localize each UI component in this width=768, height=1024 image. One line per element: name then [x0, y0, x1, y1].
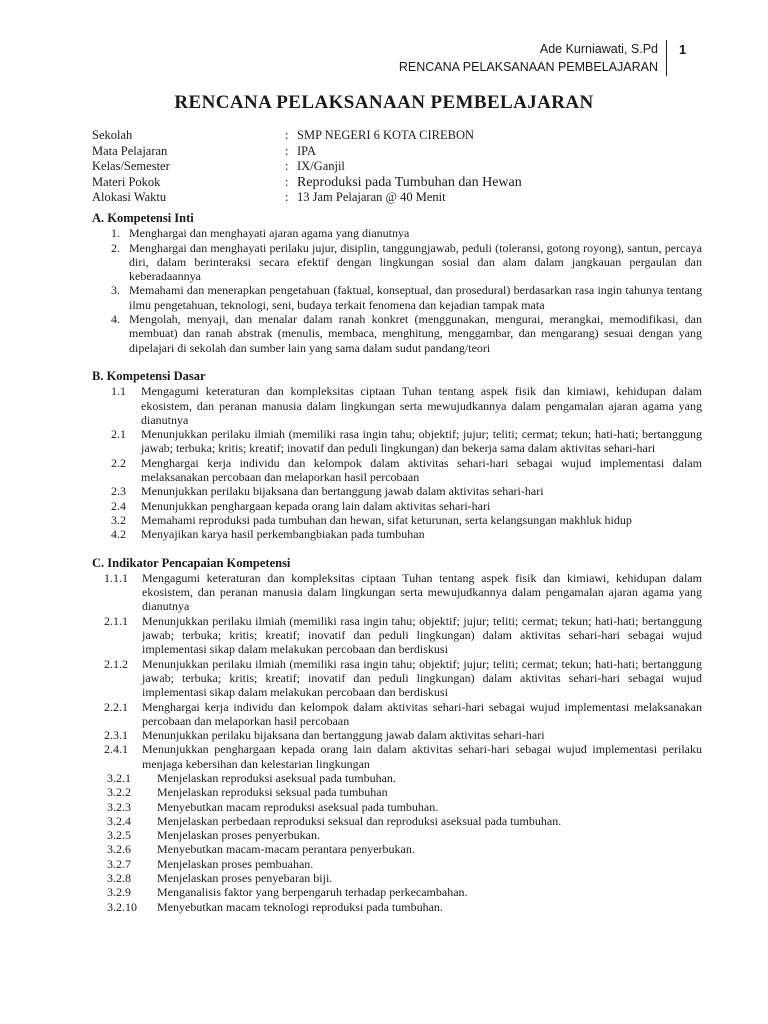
- item-number: 2.3.1: [104, 728, 128, 743]
- list-item: [92, 527, 702, 541]
- item-text: Menunjukkan penghargaan kepada orang lain dalam aktivitas sehari-hari sebagai wujud implementasi perilaku menjaga kebersihan dan kelestarian lingkungan: [142, 742, 702, 771]
- list-item: [92, 226, 702, 240]
- section-gap: [92, 355, 702, 369]
- info-colon: :: [285, 190, 289, 204]
- section-title-kompetensi-dasar: B. Kompetensi Dasar: [92, 368, 206, 383]
- item-text: Memahami dan menerapkan pengetahuan (faktual, konseptual, dan prosedural) berdasarkan rasa ingin tahunya tentang ilmu pengetahuan, teknologi, seni, budaya terkait fenomena dan kejadian tampak mata: [129, 283, 702, 312]
- document-body: [92, 211, 702, 914]
- info-label: Mata Pelajaran: [92, 143, 168, 158]
- item-number: 2.2: [111, 455, 126, 470]
- info-value: Reproduksi pada Tumbuhan dan Hewan: [297, 174, 522, 190]
- item-number: 2.1.2: [104, 656, 128, 671]
- list-item: [92, 657, 702, 700]
- info-row-kelas-semester: [92, 159, 522, 175]
- item-number: 2.4: [111, 498, 126, 513]
- item-number: 2.4.1: [104, 742, 128, 757]
- item-number: 4.: [111, 312, 120, 327]
- item-text: Menjelaskan perbedaan reproduksi seksual dan reproduksi aseksual pada tumbuhan.: [157, 813, 562, 828]
- item-number: 3.2.7: [107, 856, 131, 871]
- item-number: 3.2.4: [107, 813, 131, 828]
- item-text: Menjelaskan reproduksi aseksual pada tumbuhan.: [157, 770, 396, 785]
- list-item: [92, 456, 702, 485]
- item-text: Mengagumi keteraturan dan kompleksitas ciptaan Tuhan tentang aspek fisik dan kimiawi, kehidupan dalam ekosistem, dan peranan manusia dalam lingkungan serta mewujudkannya dalam pengamalan ajaran agama yang dianutnya: [142, 570, 702, 614]
- section-title-indikator: C. Indikator Pencapaian Kompetensi: [92, 555, 291, 570]
- list-item: [92, 384, 702, 427]
- section-gap: [92, 542, 702, 556]
- info-colon: :: [285, 143, 289, 158]
- item-number: 2.: [111, 240, 120, 255]
- item-text: Menunjukkan penghargaan kepada orang lain dalam aktivitas sehari-hari: [141, 498, 491, 513]
- item-number: 3.2.3: [107, 799, 131, 814]
- item-text: Menunjukkan perilaku ilmiah (memiliki rasa ingin tahu; objektif; jujur; teliti; cermat; tekun; hati-hati; bertanggung jawab; terbuka; kritis; kreatif; inovatif dan peduli lingkungan) dan bekerja sama dalam aktivitas sehari-hari: [141, 427, 702, 456]
- item-number: 3.2.9: [107, 885, 131, 900]
- list-item: [92, 728, 702, 742]
- item-number: 1.: [111, 226, 120, 241]
- item-text: Memahami reproduksi pada tumbuhan dan hewan, sifat keturunan, serta kelangsungan makhluk hidup: [141, 512, 632, 527]
- list-item: [92, 857, 702, 871]
- info-value: 13 Jam Pelajaran @ 40 Menit: [297, 190, 446, 204]
- item-text: Menghargai dan menghayati ajaran agama yang dianutnya: [129, 226, 410, 241]
- list-item: [92, 427, 702, 456]
- item-number: 3.2.1: [107, 770, 131, 785]
- item-text: Menghargai kerja individu dan kelompok dalam aktivitas sehari-hari sebagai wujud implementasi melaksanakan percobaan dan melaporkan hasil percobaan: [142, 699, 702, 728]
- list-item: [92, 800, 702, 814]
- info-row-materi-pokok: [92, 175, 522, 191]
- item-text: Menunjukkan perilaku bijaksana dan bertanggung jawab dalam aktivitas sehari-hari: [141, 484, 544, 499]
- list-item: [92, 771, 702, 785]
- list-item: [92, 484, 702, 498]
- list-item: [92, 700, 702, 729]
- item-text: Menunjukkan perilaku ilmiah (memiliki rasa ingin tahu; objektif; jujur; teliti; cermat; tekun; hati-hati; bertanggung jawab; terbuka; kritis; kreatif; inovatif dan peduli lingkungan) dalam aktivitas sehari-hari sebagai wujud implementasi sikap dalam melakukan percobaan dan berdiskusi: [142, 613, 702, 657]
- item-text: Menyajikan karya hasil perkembangbiakan pada tumbuhan: [141, 527, 425, 542]
- page-number: 1: [679, 42, 687, 57]
- item-number: 3.: [111, 283, 120, 298]
- info-label: Kelas/Semester: [92, 159, 170, 173]
- list-item: [92, 312, 702, 355]
- item-number: 1.1.1: [104, 570, 128, 585]
- item-number: 2.3: [111, 484, 126, 499]
- item-text: Mengagumi keteraturan dan kompleksitas ciptaan Tuhan tentang aspek fisik dan kimiawi, kehidupan dalam ekosistem, dan peranan manusia dalam lingkungan serta mewujudkannya dalam pengamalan ajaran agama yang dianutnya: [141, 384, 702, 427]
- item-number: 2.1.1: [104, 613, 128, 628]
- info-row-mata-pelajaran: [92, 144, 522, 160]
- info-value: IPA: [297, 143, 316, 158]
- item-number: 3.2.6: [107, 842, 131, 857]
- list-item: [92, 241, 702, 284]
- info-colon: :: [285, 174, 289, 189]
- list-item: [92, 742, 702, 771]
- list-item: [92, 814, 702, 828]
- item-text: Mengolah, menyaji, dan menalar dalam ranah konkret (menggunakan, mengurai, merangkai, memodifikasi, dan membuat) dan ranah abstrak (menulis, membaca, menghitung, menggambar, dan mengarang) sesuai dengan yang dipelajari di sekolah dan sumber lain yang sama dalam sudut pandang/teori: [129, 312, 702, 355]
- info-label: Alokasi Waktu: [92, 190, 167, 204]
- identity-table: [92, 128, 522, 206]
- header-divider: [666, 40, 667, 76]
- item-text: Menganalisis faktor yang berpengaruh terhadap perkecambahan.: [157, 885, 468, 900]
- info-label: Materi Pokok: [92, 174, 161, 189]
- item-text: Menunjukkan perilaku bijaksana dan bertanggung jawab dalam aktivitas sehari-hari: [142, 728, 545, 743]
- item-number: 2.2.1: [104, 699, 128, 714]
- info-colon: :: [285, 159, 289, 173]
- info-row-alokasi-waktu: [92, 190, 522, 206]
- indikator-sub-list: [92, 771, 702, 914]
- info-label: Sekolah: [92, 128, 133, 142]
- list-item: [92, 571, 702, 614]
- list-item: [92, 900, 702, 914]
- item-text: Menyebutkan macam reproduksi aseksual pada tumbuhan.: [157, 799, 439, 814]
- list-item: [92, 283, 702, 312]
- list-item: [92, 499, 702, 513]
- item-text: Menjelaskan reproduksi seksual pada tumbuhan: [157, 785, 388, 800]
- list-item: [92, 842, 702, 856]
- indikator-list: [92, 571, 702, 771]
- list-item: [92, 871, 702, 885]
- list-item: [92, 614, 702, 657]
- item-text: Menunjukkan perilaku ilmiah (memiliki rasa ingin tahu; objektif; jujur; teliti; cermat; tekun; hati-hati; bertanggung jawab; terbuka; kritis; kreatif; inovatif dan peduli lingkungan) dalam aktivitas sehari-hari sebagai wujud implementasi sikap dalam melakukan percobaan dan berdiskusi: [142, 656, 702, 700]
- list-item: [92, 828, 702, 842]
- item-number: 3.2.10: [107, 899, 137, 914]
- item-text: Menghargai kerja individu dan kelompok dalam aktivitas sehari-hari sebagai wujud implementasi dalam melaksanakan percobaan dan melaporkan hasil percobaan: [141, 455, 702, 485]
- kompetensi-inti-list: [92, 226, 702, 355]
- section-title-kompetensi-inti: A. Kompetensi Inti: [92, 211, 194, 225]
- item-text: Menjelaskan proses penyerbukan.: [157, 828, 320, 843]
- item-text: Menyebutkan macam teknologi reproduksi pada tumbuhan.: [157, 899, 443, 914]
- item-number: 3.2: [111, 512, 126, 527]
- item-text: Menjelaskan proses penyebaran biji.: [157, 871, 333, 886]
- document-title: RENCANA PELAKSANAAN PEMBELAJARAN: [174, 92, 594, 113]
- item-number: 4.2: [111, 527, 126, 542]
- header-author: Ade Kurniawati, S.Pd: [539, 42, 658, 56]
- info-row-sekolah: [92, 128, 522, 144]
- item-number: 3.2.2: [107, 785, 131, 800]
- list-item: [92, 885, 702, 899]
- item-number: 1.1: [111, 384, 126, 399]
- info-value: IX/Ganjil: [297, 159, 345, 173]
- item-text: Menyebutkan macam-macam perantara penyerbukan.: [157, 842, 415, 857]
- info-value: SMP NEGERI 6 KOTA CIREBON: [297, 128, 475, 142]
- header-subtitle: RENCANA PELAKSANAAN PEMBELAJARAN: [398, 60, 658, 74]
- item-text: Menghargai dan menghayati perilaku jujur, disiplin, tanggungjawab, peduli (toleransi, gotong royong), santun, percaya diri, dalam berinteraksi secara efektif dengan lingkungan sosial dan alam dalam jangkauan pergaulan dan keberadaannya: [129, 240, 702, 284]
- list-item: [92, 513, 702, 527]
- item-text: Menjelaskan proses pembuahan.: [157, 856, 314, 871]
- info-colon: :: [285, 128, 289, 142]
- item-number: 3.2.5: [107, 828, 131, 843]
- list-item: [92, 785, 702, 799]
- item-number: 3.2.8: [107, 871, 131, 886]
- kompetensi-dasar-list: [92, 384, 702, 541]
- item-number: 2.1: [111, 427, 126, 442]
